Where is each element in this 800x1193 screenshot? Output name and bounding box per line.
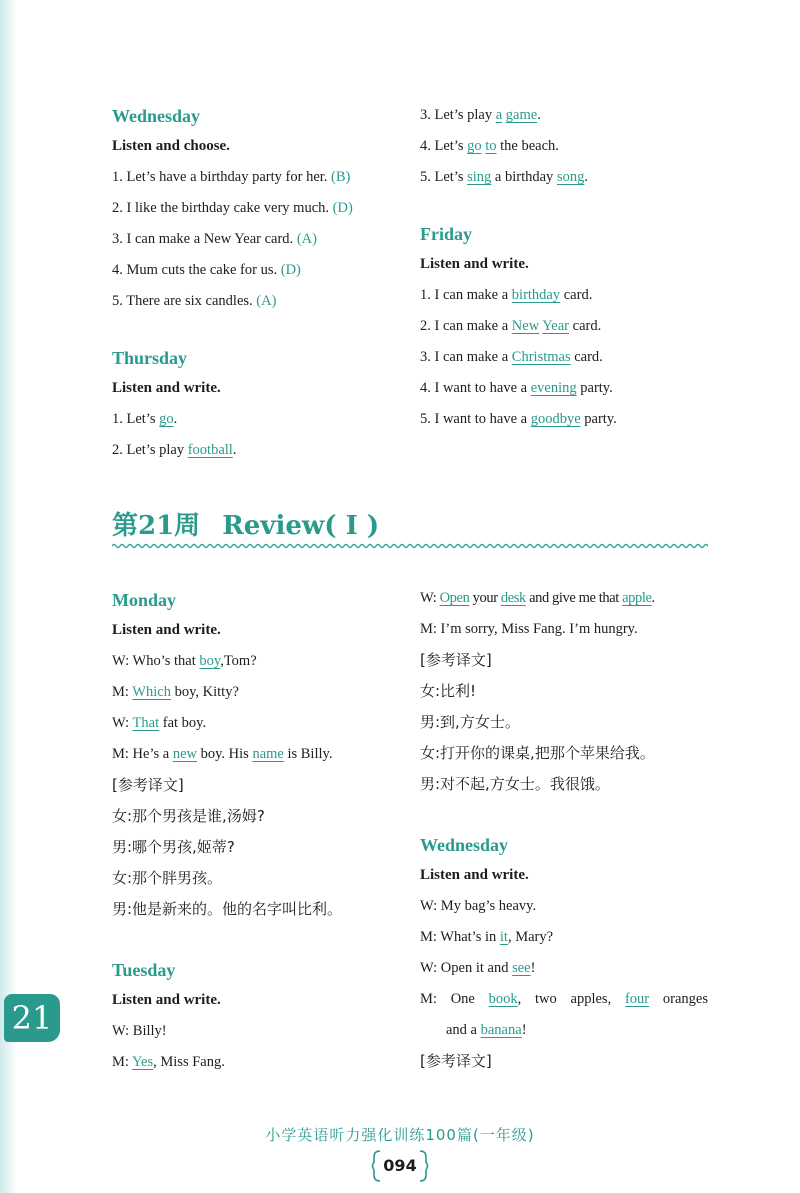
- answer: Which: [132, 684, 171, 700]
- text: and give me that: [525, 590, 623, 606]
- answer: evening: [530, 380, 577, 396]
- item-text: 1. Let’s have a birthday party for her.: [112, 169, 328, 185]
- answer: four: [624, 991, 650, 1007]
- answer: Year: [542, 318, 570, 334]
- wed-item-2: [112, 193, 412, 224]
- answer: game: [505, 107, 538, 123]
- thursday-instruction: Listen and write.: [112, 380, 221, 396]
- answer: go: [159, 411, 174, 427]
- upper-left-column: [112, 97, 412, 466]
- text: boy, Kitty?: [170, 684, 239, 700]
- wed-item-3: [112, 224, 412, 255]
- answer: Open: [439, 590, 470, 606]
- text: ,: [517, 991, 522, 1007]
- mon-line-1: [112, 646, 412, 677]
- text: apples,: [570, 991, 612, 1007]
- week-title: [112, 506, 708, 546]
- text: !: [521, 1022, 527, 1038]
- item-answer: (D): [332, 200, 353, 216]
- text: 4. Let’s: [420, 138, 468, 154]
- text: M:: [420, 991, 437, 1007]
- text: 1. I can make a: [420, 287, 512, 303]
- wednesday-heading: Wednesday: [112, 106, 201, 126]
- answer: That: [132, 715, 160, 731]
- text: and a: [446, 1022, 481, 1038]
- thu-item-4: [420, 131, 720, 162]
- text: party.: [576, 380, 613, 396]
- fri-item-4: [420, 373, 720, 404]
- lower-left-column: [112, 581, 412, 1078]
- answer: banana: [480, 1022, 522, 1038]
- text: M: What’s in: [420, 929, 500, 945]
- text: card.: [570, 349, 603, 365]
- answer: New: [511, 318, 540, 334]
- text: W: Who’s that: [112, 653, 200, 669]
- text: , Miss Fang.: [153, 1054, 225, 1070]
- tue-line-1: W: Billy!: [112, 1023, 167, 1039]
- text: W:: [420, 590, 440, 606]
- text: 3. Let’s play: [420, 107, 496, 123]
- page-number-badge: [370, 1148, 430, 1184]
- monday-instruction: Listen and write.: [112, 622, 221, 638]
- item-answer: (A): [256, 293, 277, 309]
- text: , Mary?: [507, 929, 554, 945]
- text: 5. Let’s: [420, 169, 468, 185]
- text: 2. Let’s play: [112, 442, 188, 458]
- text: M:: [112, 684, 133, 700]
- item-text: 5. There are six candles.: [112, 293, 253, 309]
- text: .: [584, 169, 588, 185]
- text: two: [535, 991, 557, 1007]
- answer: new: [172, 746, 197, 762]
- translation-line-4: 男:他是新来的。他的名字叫比利。: [112, 900, 343, 918]
- wed-item-5: [112, 286, 412, 317]
- translation-line-4: 男:对不起,方女士。我很饿。: [420, 775, 610, 793]
- item-text: 2. I like the birthday cake very much.: [112, 200, 330, 216]
- text: boy. His: [196, 746, 253, 762]
- book-title: 小学英语听力强化训练100篇(一年级): [265, 1126, 535, 1144]
- text: .: [232, 442, 237, 458]
- week-heading: [112, 506, 708, 550]
- reference-translation-label: [参考译文]: [420, 651, 492, 669]
- wavy-divider: [112, 542, 708, 550]
- reference-translation-label-2: [参考译文]: [420, 1052, 492, 1070]
- friday-heading: Friday: [420, 224, 472, 244]
- week-number: 第21周: [112, 511, 201, 541]
- week-side-tab: 21: [4, 994, 60, 1042]
- reference-translation-label: [参考译文]: [112, 776, 184, 794]
- wednesday-heading-2: Wednesday: [420, 835, 509, 855]
- text: a birthday: [491, 169, 557, 185]
- text: !: [530, 960, 536, 976]
- text: 1. Let’s: [112, 411, 160, 427]
- wed-item-4: [112, 255, 412, 286]
- upper-right-column: [420, 100, 720, 435]
- text: One: [450, 991, 475, 1007]
- text: .: [537, 107, 541, 123]
- answer: it: [499, 929, 508, 945]
- text: .: [651, 590, 655, 606]
- item-answer: (D): [280, 262, 301, 278]
- wed-line-3: [420, 953, 720, 984]
- item-answer: (A): [296, 231, 317, 247]
- answer: desk: [500, 590, 526, 606]
- text: the beach.: [496, 138, 559, 154]
- wed-line-2: [420, 922, 720, 953]
- mon-line-3: [112, 708, 412, 739]
- translation-line-1: 女:比利!: [420, 682, 477, 700]
- text: .: [173, 411, 178, 427]
- thursday-heading: Thursday: [112, 348, 188, 368]
- text: party.: [580, 411, 617, 427]
- text: your: [469, 590, 501, 606]
- answer: apple: [622, 590, 652, 606]
- translation-line-2: 男:哪个男孩,姬蒂?: [112, 838, 235, 856]
- answer: to: [485, 138, 497, 154]
- tuesday-instruction: Listen and write.: [112, 992, 221, 1008]
- text: card.: [569, 318, 602, 334]
- week-topic: Review( Ⅰ ): [222, 511, 380, 541]
- answer-group: [489, 984, 522, 1015]
- wednesday-instruction-2: Listen and write.: [420, 867, 529, 883]
- thu-item-1: [112, 404, 412, 435]
- text: 3. I can make a: [420, 349, 512, 365]
- text: M: He’s a: [112, 746, 173, 762]
- item-text: 4. Mum cuts the cake for us.: [112, 262, 278, 278]
- answer: Yes: [132, 1054, 154, 1070]
- answer: goodbye: [530, 411, 581, 427]
- tuesday-heading: Tuesday: [112, 960, 176, 980]
- answer: football: [187, 442, 233, 458]
- text: 2. I can make a: [420, 318, 512, 334]
- mon-line-2: [112, 677, 412, 708]
- answer: Christmas: [511, 349, 571, 365]
- item-text: 3. I can make a New Year card.: [112, 231, 294, 247]
- tue-line-3: [420, 583, 720, 614]
- wednesday-instruction: Listen and choose.: [112, 138, 230, 154]
- fri-item-3: [420, 342, 720, 373]
- tue-line-2: [112, 1047, 412, 1078]
- wed-line-1: W: My bag’s heavy.: [420, 898, 537, 914]
- translation-line-2: 男:到,方女士。: [420, 713, 520, 731]
- text: is Billy.: [283, 746, 333, 762]
- text: fat boy.: [159, 715, 207, 731]
- translation-line-3: 女:打开你的课桌,把那个苹果给我。: [420, 744, 655, 762]
- thu-item-3: [420, 100, 720, 131]
- fri-item-5: [420, 404, 720, 435]
- text: M:: [112, 1054, 133, 1070]
- text: ,Tom?: [220, 653, 257, 669]
- wed-line-5: [420, 1015, 720, 1046]
- fri-item-1: [420, 280, 720, 311]
- answer: name: [252, 746, 284, 762]
- answer: birthday: [511, 287, 561, 303]
- text: 4. I want to have a: [420, 380, 531, 396]
- text: oranges: [662, 991, 708, 1007]
- text: W: Open it and: [420, 960, 513, 976]
- answer: a: [495, 107, 503, 123]
- thu-item-2: [112, 435, 412, 466]
- answer: book: [488, 991, 518, 1007]
- wed-line-4: [420, 984, 708, 1015]
- fri-item-2: [420, 311, 720, 342]
- answer: see: [512, 960, 531, 976]
- monday-heading: Monday: [112, 590, 177, 610]
- mon-line-4: [112, 739, 412, 770]
- translation-line-3: 女:那个胖男孩。: [112, 869, 223, 887]
- lower-right-column: [420, 583, 720, 1077]
- text: card.: [560, 287, 593, 303]
- text: 5. I want to have a: [420, 411, 531, 427]
- translation-line-1: 女:那个男孩是谁,汤姆?: [112, 807, 265, 825]
- friday-instruction: Listen and write.: [420, 256, 529, 272]
- wed-item-1: [112, 162, 412, 193]
- answer: boy: [199, 653, 221, 669]
- page-number: 094: [383, 1156, 417, 1175]
- text: W:: [112, 715, 133, 731]
- answer: sing: [467, 169, 492, 185]
- tue-line-4: M: I’m sorry, Miss Fang. I’m hungry.: [420, 621, 638, 637]
- thu-item-5: [420, 162, 720, 193]
- item-answer: (B): [331, 169, 351, 185]
- answer: go: [467, 138, 482, 154]
- answer: song: [556, 169, 585, 185]
